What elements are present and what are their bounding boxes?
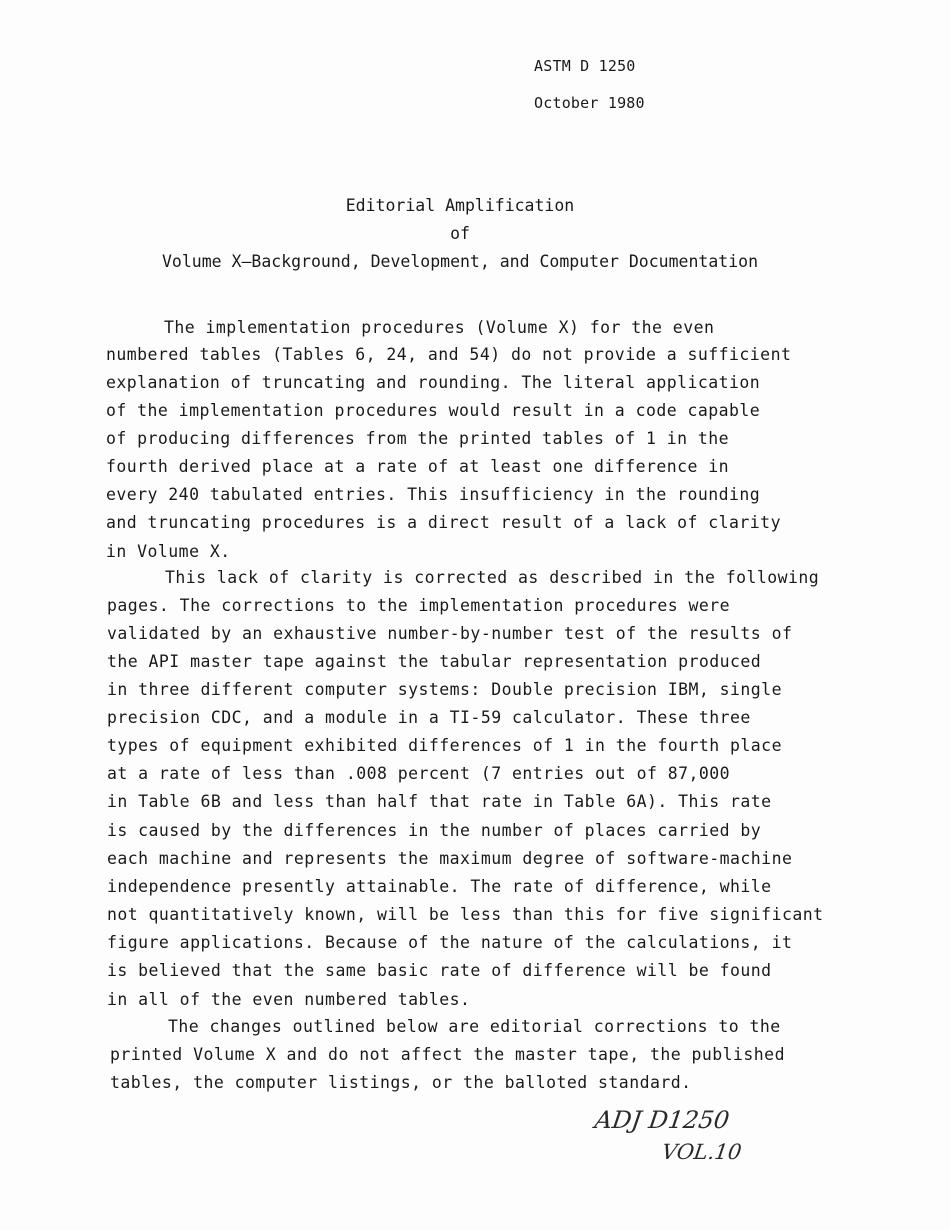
p2-line: in Table 6B and less than half that rate in Table 6A). This rate xyxy=(107,792,772,811)
p2-line: is caused by the differences in the number of places carried by xyxy=(107,821,762,840)
p2-line: types of equipment exhibited differences of 1 in the fourth place xyxy=(107,736,782,755)
p2-line: in all of the even numbered tables. xyxy=(107,990,471,1009)
title-line-3: Volume X—Background, Development, and Computer Documentation xyxy=(161,252,759,271)
p1-line: and truncating procedures is a direct result of a lack of clarity xyxy=(106,513,781,532)
handwritten-annotation-line-2: VOL.10 xyxy=(660,1140,744,1164)
p2-line: figure applications. Because of the nature of the calculations, it xyxy=(107,933,793,952)
handwritten-annotation-line-1: ADJ D1250 xyxy=(593,1106,732,1134)
p1-line: every 240 tabulated entries. This insufficiency in the rounding xyxy=(106,485,761,504)
document-date: October 1980 xyxy=(534,94,645,112)
p2-line: independence presently attainable. The rate of difference, while xyxy=(107,877,772,896)
p3-line: The changes outlined below are editorial corrections to the xyxy=(168,1017,781,1036)
p2-line: each machine and represents the maximum degree of software-machine xyxy=(107,849,793,868)
p2-line: validated by an exhaustive number-by-number test of the results of xyxy=(107,624,793,643)
p1-line: numbered tables (Tables 6, 24, and 54) do not provide a sufficient xyxy=(106,345,792,364)
title-line-1: Editorial Amplification xyxy=(345,196,575,215)
p1-line: of producing differences from the printed tables of 1 in the xyxy=(106,429,730,448)
p2-line: not quantitatively known, will be less than this for five significant xyxy=(107,905,824,924)
p2-line: the API master tape against the tabular representation produced xyxy=(107,652,762,671)
p2-line: at a rate of less than .008 percent (7 entries out of 87,000 xyxy=(107,764,731,783)
p2-line: This lack of clarity is corrected as described in the following xyxy=(165,568,820,587)
p2-line: in three different computer systems: Double precision IBM, single xyxy=(107,680,782,699)
standard-designation: ASTM D 1250 xyxy=(534,57,636,75)
title-line-2: of xyxy=(450,224,470,243)
p2-line: is believed that the same basic rate of difference will be found xyxy=(107,961,772,980)
p1-line: The implementation procedures (Volume X) for the even xyxy=(164,318,715,337)
p1-line: fourth derived place at a rate of at least one difference in xyxy=(106,457,730,476)
p2-line: pages. The corrections to the implementation procedures were xyxy=(107,596,731,615)
p1-line: explanation of truncating and rounding. The literal application xyxy=(106,373,761,392)
p2-line: precision CDC, and a module in a TI-59 calculator. These three xyxy=(107,708,751,727)
p1-line: of the implementation procedures would result in a code capable xyxy=(106,401,761,420)
p3-line: printed Volume X and do not affect the master tape, the published xyxy=(110,1045,785,1064)
p3-line: tables, the computer listings, or the balloted standard. xyxy=(110,1073,692,1092)
p1-line: in Volume X. xyxy=(106,542,231,561)
